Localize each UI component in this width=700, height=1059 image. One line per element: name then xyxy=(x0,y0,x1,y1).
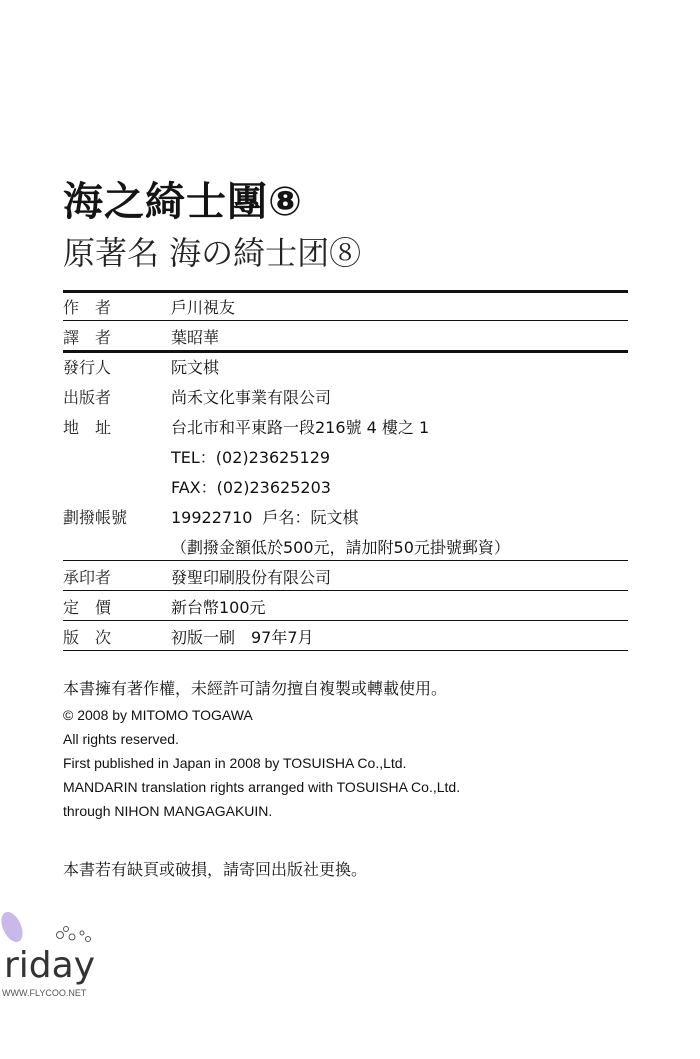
credit-row-publisher xyxy=(63,380,628,410)
english-line: MANDARIN translation rights arranged with TOSUISHA Co.,Ltd. xyxy=(63,779,461,795)
english-line: © 2008 by MITOMO TOGAWA xyxy=(63,707,253,723)
divider xyxy=(63,320,628,321)
credit-row-tel xyxy=(63,440,628,470)
credit-value: 阮文棋 xyxy=(171,358,220,377)
credit-value: （劃撥金額低於500元，請加附50元掛號郵資） xyxy=(171,538,510,557)
credit-row-fax xyxy=(63,470,628,500)
english-line: through NIHON MANGAGAKUIN. xyxy=(63,803,273,819)
credit-row-address xyxy=(63,410,628,440)
account-number: 19922710 xyxy=(171,508,253,527)
credit-value: 尚禾文化事業有限公司 xyxy=(171,388,332,407)
credit-row-author xyxy=(63,290,628,320)
credit-label: 譯 者 xyxy=(63,328,112,347)
credit-row-publisher-person xyxy=(63,350,628,380)
credit-value: 新台幣100元 xyxy=(171,598,266,617)
credit-label: 版 次 xyxy=(63,628,112,647)
defect-notice: 本書若有缺頁或破損，請寄回出版社更換。 xyxy=(63,860,368,879)
credit-row-translator xyxy=(63,320,628,350)
credit-value xyxy=(171,505,358,528)
credit-label: 劃撥帳號 xyxy=(63,508,128,527)
credit-value: 戶川視友 xyxy=(171,298,236,317)
credit-label: 承印者 xyxy=(63,568,112,587)
credit-value: 初版一刷 97年7月 xyxy=(171,628,314,647)
credit-label: 定 價 xyxy=(63,598,112,617)
divider xyxy=(63,590,628,591)
credit-value: 台北市和平東路一段216號 4 樓之 1 xyxy=(171,418,430,437)
credit-row-printer xyxy=(63,560,628,590)
credit-value: 發聖印刷股份有限公司 xyxy=(171,568,332,587)
credit-value: FAX：(02)23625203 xyxy=(171,478,331,497)
watermark-text: riday xyxy=(4,945,96,986)
divider xyxy=(63,620,628,621)
copyright-notice: 本書擁有著作權，未經許可請勿擅自複製或轉載使用。 xyxy=(63,679,448,698)
book-title: 海之綺士團⑧ xyxy=(63,179,303,225)
credit-label: 作 者 xyxy=(63,298,112,317)
credit-row-postal-note xyxy=(63,530,628,560)
credits-table xyxy=(63,290,628,650)
account-holder: 戶名：阮文棋 xyxy=(262,508,359,527)
english-line: All rights reserved. xyxy=(63,731,179,747)
english-line: First published in Japan in 2008 by TOSUISHA Co.,Ltd. xyxy=(63,755,407,771)
petal-icon xyxy=(0,909,27,946)
credit-row-edition xyxy=(63,620,628,650)
credit-row-price xyxy=(63,590,628,620)
divider xyxy=(63,560,628,561)
credit-label: 出版者 xyxy=(63,388,112,407)
divider-bold xyxy=(63,350,628,353)
original-title: 原著名 海の綺士团⑧ xyxy=(63,234,362,272)
credit-label: 地 址 xyxy=(63,418,112,437)
watermark-url: WWW.FLYCOO.NET xyxy=(2,988,87,998)
divider-top xyxy=(63,290,628,293)
credit-label: 發行人 xyxy=(63,358,112,377)
credit-row-postal-account xyxy=(63,500,628,530)
divider-bottom xyxy=(63,650,628,651)
credit-value: TEL：(02)23625129 xyxy=(171,448,331,467)
credit-value: 葉昭華 xyxy=(171,328,220,347)
